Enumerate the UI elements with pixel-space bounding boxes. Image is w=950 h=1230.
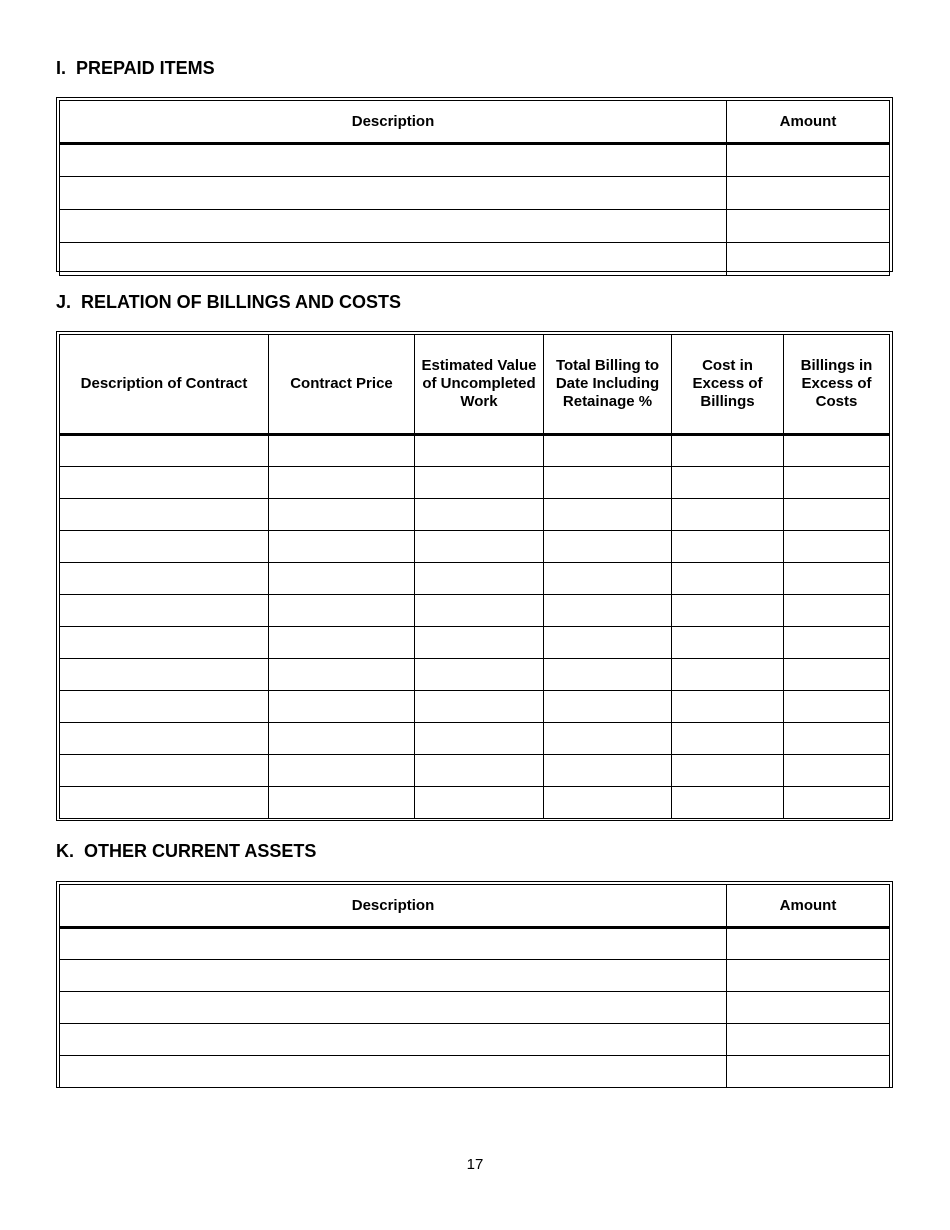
header-billings-in-excess-of-costs: Billings in Excess of Costs — [784, 335, 890, 435]
blank-entry-cell[interactable] — [544, 787, 672, 819]
table-row — [60, 1024, 890, 1056]
blank-entry-cell[interactable] — [784, 499, 890, 531]
blank-entry-cell[interactable] — [544, 595, 672, 627]
header-amount: Amount — [727, 101, 890, 144]
blank-entry-cell[interactable] — [60, 787, 269, 819]
blank-entry-cell[interactable] — [727, 928, 890, 960]
blank-entry-cell[interactable] — [269, 531, 415, 563]
blank-entry-cell[interactable] — [672, 723, 784, 755]
blank-entry-cell[interactable] — [727, 1056, 890, 1088]
blank-entry-cell[interactable] — [269, 595, 415, 627]
blank-entry-cell[interactable] — [544, 755, 672, 787]
blank-entry-cell[interactable] — [544, 627, 672, 659]
table-row — [60, 563, 890, 595]
blank-entry-cell[interactable] — [784, 787, 890, 819]
blank-entry-cell[interactable] — [60, 659, 269, 691]
blank-entry-cell[interactable] — [672, 627, 784, 659]
blank-entry-cell[interactable] — [60, 177, 727, 210]
blank-entry-cell[interactable] — [544, 499, 672, 531]
blank-entry-cell[interactable] — [269, 467, 415, 499]
blank-entry-cell[interactable] — [784, 627, 890, 659]
table-row — [60, 928, 890, 960]
blank-entry-cell[interactable] — [60, 435, 269, 467]
blank-entry-cell[interactable] — [672, 787, 784, 819]
page-number: 17 — [466, 1156, 484, 1173]
blank-entry-cell[interactable] — [784, 531, 890, 563]
table-row — [60, 723, 890, 755]
blank-entry-cell[interactable] — [544, 691, 672, 723]
blank-entry-cell[interactable] — [544, 467, 672, 499]
blank-entry-cell[interactable] — [60, 499, 269, 531]
blank-entry-cell[interactable] — [60, 627, 269, 659]
header-estimated-value-uncompleted-work: Estimated Value of Uncompleted Work — [415, 335, 544, 435]
blank-entry-cell[interactable] — [60, 243, 727, 276]
blank-entry-cell[interactable] — [415, 435, 544, 467]
blank-entry-cell[interactable] — [727, 177, 890, 210]
table-row — [60, 531, 890, 563]
table-row — [60, 1056, 890, 1088]
blank-entry-cell[interactable] — [269, 499, 415, 531]
blank-entry-cell[interactable] — [672, 531, 784, 563]
blank-entry-cell[interactable] — [415, 691, 544, 723]
blank-entry-cell[interactable] — [727, 1024, 890, 1056]
header-description: Description — [60, 101, 727, 144]
prepaid-items-table — [59, 100, 890, 276]
header-description-of-contract: Description of Contract — [60, 335, 269, 435]
blank-entry-cell[interactable] — [784, 435, 890, 467]
billings-costs-table — [59, 334, 890, 819]
blank-entry-cell[interactable] — [269, 627, 415, 659]
blank-entry-cell[interactable] — [784, 659, 890, 691]
blank-entry-cell[interactable] — [672, 755, 784, 787]
table-row — [60, 144, 890, 177]
table-row — [60, 755, 890, 787]
blank-entry-cell[interactable] — [269, 691, 415, 723]
table-row — [60, 499, 890, 531]
section-i-title: I. PREPAID ITEMS — [56, 58, 215, 78]
table-row — [60, 595, 890, 627]
table-row — [60, 243, 890, 276]
blank-entry-cell[interactable] — [727, 960, 890, 992]
blank-entry-cell[interactable] — [60, 1056, 727, 1088]
blank-entry-cell[interactable] — [784, 723, 890, 755]
blank-entry-cell[interactable] — [672, 595, 784, 627]
prepaid-items-table-frame — [56, 97, 893, 272]
blank-entry-cell[interactable] — [60, 595, 269, 627]
blank-entry-cell[interactable] — [269, 563, 415, 595]
section-j-title: J. RELATION OF BILLINGS AND COSTS — [56, 292, 402, 312]
blank-entry-cell[interactable] — [415, 627, 544, 659]
table-row — [60, 960, 890, 992]
section-k-title: K. OTHER CURRENT ASSETS — [56, 841, 317, 861]
blank-entry-cell[interactable] — [269, 787, 415, 819]
blank-entry-cell[interactable] — [544, 563, 672, 595]
blank-entry-cell[interactable] — [727, 144, 890, 177]
blank-entry-cell[interactable] — [415, 467, 544, 499]
blank-entry-cell[interactable] — [784, 755, 890, 787]
other-current-assets-table — [59, 884, 890, 1088]
blank-entry-cell[interactable] — [60, 531, 269, 563]
header-description: Description — [60, 885, 727, 928]
header-amount: Amount — [727, 885, 890, 928]
table-row — [60, 435, 890, 467]
blank-entry-cell[interactable] — [60, 755, 269, 787]
blank-entry-cell[interactable] — [784, 563, 890, 595]
blank-entry-cell[interactable] — [60, 723, 269, 755]
blank-entry-cell[interactable] — [415, 563, 544, 595]
blank-entry-cell[interactable] — [672, 659, 784, 691]
table-row — [60, 467, 890, 499]
blank-entry-cell[interactable] — [544, 435, 672, 467]
blank-entry-cell[interactable] — [672, 499, 784, 531]
blank-entry-cell[interactable] — [60, 1024, 727, 1056]
blank-entry-cell[interactable] — [60, 691, 269, 723]
header-contract-price: Contract Price — [269, 335, 415, 435]
blank-entry-cell[interactable] — [415, 595, 544, 627]
blank-entry-cell[interactable] — [60, 563, 269, 595]
blank-entry-cell[interactable] — [415, 499, 544, 531]
blank-entry-cell[interactable] — [784, 467, 890, 499]
blank-entry-cell[interactable] — [784, 691, 890, 723]
blank-entry-cell[interactable] — [672, 563, 784, 595]
table-row — [60, 992, 890, 1024]
blank-entry-cell[interactable] — [672, 691, 784, 723]
billings-costs-table-frame — [56, 331, 893, 821]
blank-entry-cell[interactable] — [269, 723, 415, 755]
table-row — [60, 177, 890, 210]
blank-entry-cell[interactable] — [544, 659, 672, 691]
blank-entry-cell[interactable] — [60, 467, 269, 499]
blank-entry-cell[interactable] — [60, 144, 727, 177]
table-row — [60, 210, 890, 243]
blank-entry-cell[interactable] — [415, 755, 544, 787]
blank-entry-cell[interactable] — [415, 723, 544, 755]
header-total-billing-to-date: Total Billing to Date Including Retainage % — [544, 335, 672, 435]
header-cost-in-excess-of-billings: Cost in Excess of Billings — [672, 335, 784, 435]
blank-entry-cell[interactable] — [415, 531, 544, 563]
table-row — [60, 627, 890, 659]
blank-entry-cell[interactable] — [727, 992, 890, 1024]
blank-entry-cell[interactable] — [60, 960, 727, 992]
blank-entry-cell[interactable] — [544, 531, 672, 563]
blank-entry-cell[interactable] — [60, 210, 727, 243]
blank-entry-cell[interactable] — [60, 928, 727, 960]
blank-entry-cell[interactable] — [784, 595, 890, 627]
blank-entry-cell[interactable] — [727, 243, 890, 276]
table-row — [60, 691, 890, 723]
blank-entry-cell[interactable] — [415, 787, 544, 819]
table-row — [60, 659, 890, 691]
other-current-assets-table-frame — [56, 881, 893, 1088]
blank-entry-cell[interactable] — [672, 435, 784, 467]
blank-entry-cell[interactable] — [727, 210, 890, 243]
blank-entry-cell[interactable] — [269, 435, 415, 467]
blank-entry-cell[interactable] — [672, 467, 784, 499]
blank-entry-cell[interactable] — [60, 992, 727, 1024]
blank-entry-cell[interactable] — [269, 659, 415, 691]
blank-entry-cell[interactable] — [269, 755, 415, 787]
blank-entry-cell[interactable] — [415, 659, 544, 691]
blank-entry-cell[interactable] — [544, 723, 672, 755]
table-row — [60, 787, 890, 819]
